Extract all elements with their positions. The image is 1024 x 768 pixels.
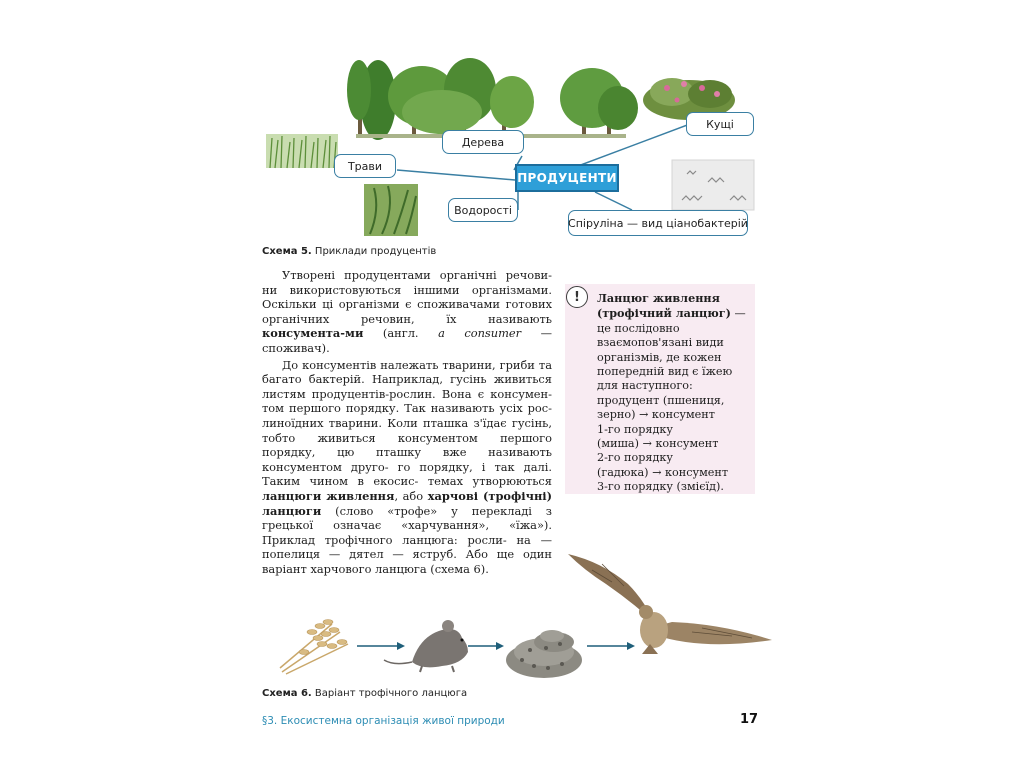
exclamation-icon: ! [566,286,588,308]
label-algae: Водорості [448,198,518,222]
term-consumers: консумента- [262,326,346,341]
eagle-icon [568,554,772,654]
algae-photo [364,184,418,236]
term-food-chain: ланцюги живлення [262,488,395,503]
wheat-icon [280,620,348,675]
definition-text: Ланцюг живлення (трофічний ланцюг) — це послідовно взаємопов'язані види організмів, де кожен попередній вид є їжею для наступного: продуцент (пшениця, зерно) → консумент 1-го порядку (миша) → консумент 2-го порядку (гадюка) → консумент 3-го порядку (змієїд). [597,291,746,494]
scheme-5-producers [262,50,762,250]
grass-photo [266,134,338,168]
spirulina-photo [672,160,754,210]
scheme-6-caption: Схема 6. Варіант трофічного ланцюга [262,688,468,699]
arrow-right-icon [587,642,635,650]
label-spirulina: Спіруліна — вид ціанобактерій [568,210,748,236]
term-trophic-chain: харчові (трофічні) ланцюги [262,488,552,518]
scheme-5-caption: Схема 5. Приклади продуцентів [262,246,437,257]
snake-icon [506,630,582,678]
page-number: 17 [740,712,759,727]
label-shrubs: Кущі [686,112,754,136]
label-grasses: Трави [334,154,396,178]
scheme-6-food-chain [262,540,792,685]
paragraph-food-chain: До консументів належать тварини, гриби та багато бактерій. Наприклад, гусінь живиться листям продуцентів-рослин. Вона є консумен- том першого порядку. Так називають усіх рос- линоїдних тварини. Коли пташка з'їдає гусінь, тобто живиться консументом першого порядку, цю пташку вже називають консументом друго- го порядку, і так далі. Таким чином в екосис- темах утворюються ланцюги живлення, або харчові (трофічні) ланцюги (слово «трофе» у перекладі з грецької означає «харчування», «їжа»). Приклад трофічного ланцюга: росли- на — попелиця — дятел — яструб. Або ще один варіант харчового ланцюга (схема 6). [262,357,553,576]
label-trees: Дерева [442,130,524,154]
paragraph-consumers-intro: Утворені продуцентами органічні речови- ни використовуються іншими організмами. Оскільки ці організми є споживачами готових органічних речовин, їх називають консумента-ми (англ. a consumer — споживач). [262,268,553,355]
footer-section-title: §3. Екосистемна організація живої природи [262,715,505,727]
main-text [262,268,552,578]
producers-center-label: ПРОДУЦЕНТИ [515,164,619,192]
arrow-right-icon [357,642,405,650]
trees-photo [347,58,638,140]
arrow-right-icon [468,642,504,650]
